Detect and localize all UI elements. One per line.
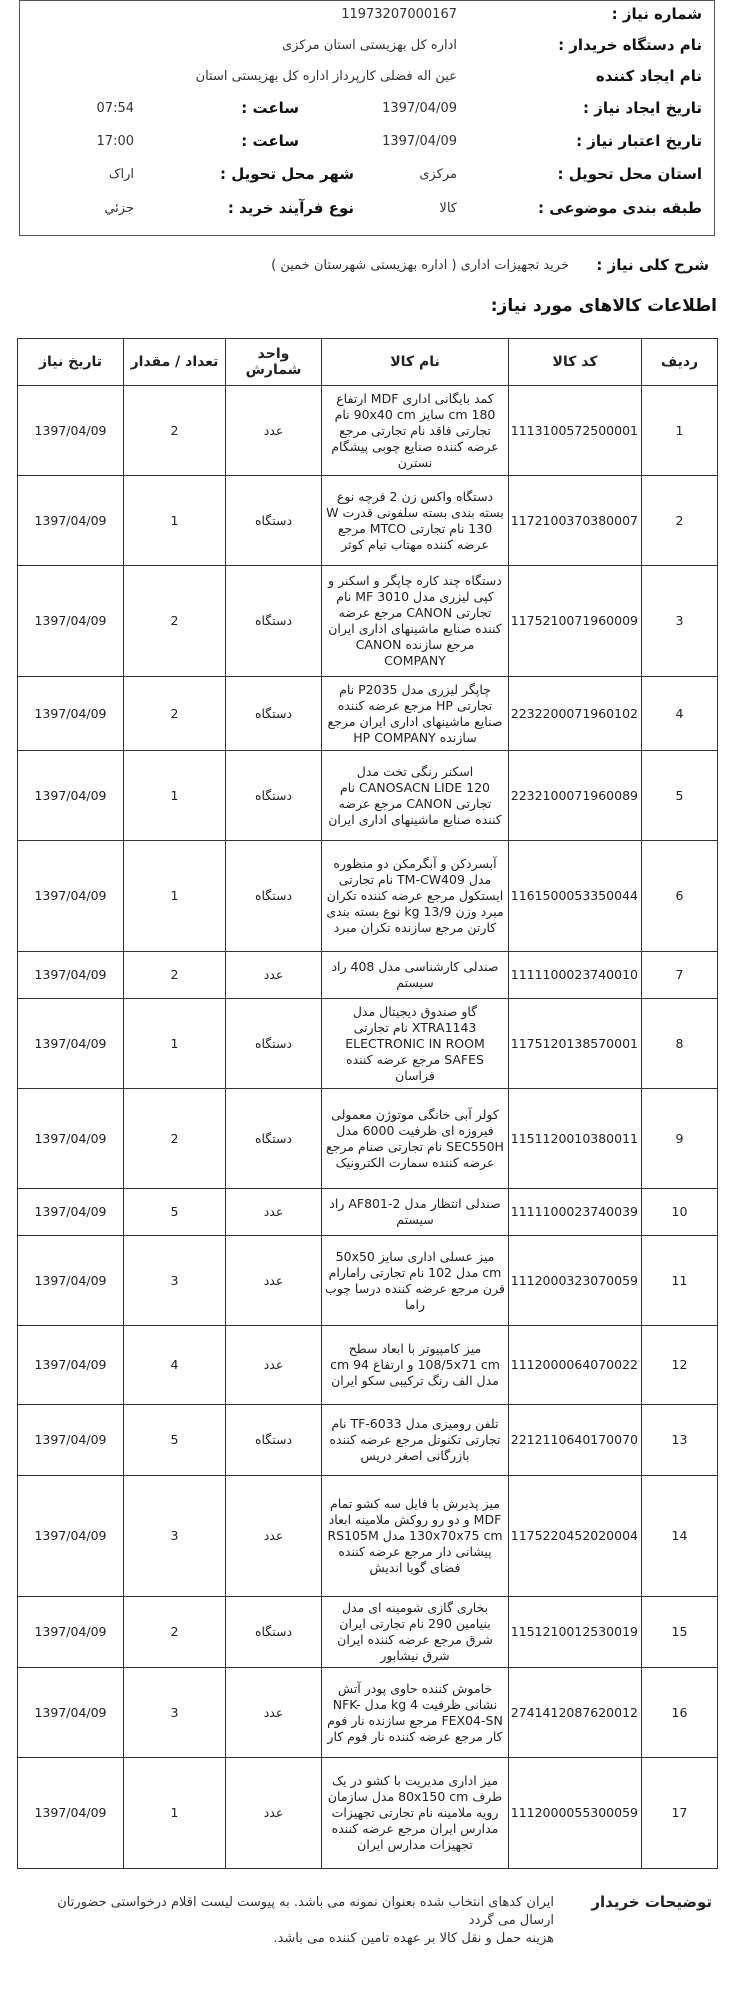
- quantity-cell: 2: [124, 952, 226, 999]
- table-row: [18, 999, 718, 1089]
- item-code-cell: 1113100572500001: [509, 386, 642, 476]
- table-row: [18, 1326, 718, 1405]
- row-number-cell: 13: [642, 1405, 718, 1476]
- item-code-cell: 1161500053350044: [509, 841, 642, 952]
- table-row: [18, 1476, 718, 1597]
- item-name-cell: میز پذیرش با فایل سه کشو تمام MDF و دو رو روکش ملامینه ابعاد 130x70x75 cm مدل RS105M پیشانی دار مرجع عرضه کننده فضای گویا اندیش: [322, 1476, 509, 1597]
- need-date-cell: 1397/04/09: [18, 999, 124, 1089]
- item-code-cell: 1111100023740039: [509, 1189, 642, 1236]
- table-row: [18, 476, 718, 566]
- value-process-type: جزئي: [104, 201, 134, 216]
- unit-cell: دستگاه: [226, 1597, 322, 1668]
- quantity-cell: 1: [124, 751, 226, 841]
- need-date-cell: 1397/04/09: [18, 841, 124, 952]
- label-buyer-org: نام دستگاه خریدار :: [558, 36, 702, 54]
- item-name-cell: میز عسلی اداری سایز 50x50 cm مدل 102 نام تجارتی رامارام قرن مرجع عرضه کننده درسا چوب راما: [322, 1236, 509, 1326]
- unit-cell: دستگاه: [226, 1405, 322, 1476]
- table-row: [18, 1758, 718, 1869]
- unit-cell: عدد: [226, 1189, 322, 1236]
- item-name-cell: اسکنر رنگی تخت مدل CANOSACN LIDE 120 نام تجارتی CANON مرجع عرضه کننده صنایع ماشینهای اداری ایران: [322, 751, 509, 841]
- item-code-cell: 1172100370380007: [509, 476, 642, 566]
- unit-cell: عدد: [226, 1758, 322, 1869]
- value-valid-date: 1397/04/09: [382, 134, 457, 149]
- item-name-cell: بخاری گازی شومینه ای مدل بنیامین 290 نام تجارتی ایران شرق مرجع عرضه کننده ایران شرق نیشابور: [322, 1597, 509, 1668]
- unit-cell: عدد: [226, 1236, 322, 1326]
- quantity-cell: 5: [124, 1405, 226, 1476]
- item-code-cell: 1111100023740010: [509, 952, 642, 999]
- item-name-cell: گاو صندوق دیجیتال مدل XTRA1143 نام تجارتی ELECTRONIC IN ROOM SAFES مرجع عرضه کننده فراسان: [322, 999, 509, 1089]
- label-category: طبقه بندی موضوعی :: [538, 199, 702, 217]
- item-code-cell: 1175120138570001: [509, 999, 642, 1089]
- table-header-row: [18, 339, 718, 386]
- table-row: [18, 841, 718, 952]
- quantity-cell: 1: [124, 476, 226, 566]
- header-box: [19, 0, 715, 236]
- value-need-number: 11973207000167: [341, 7, 457, 22]
- value-delivery-province: مرکزی: [419, 167, 457, 182]
- quantity-cell: 2: [124, 386, 226, 476]
- item-name-cell: کولر آبی خانگی موتوژن معمولی فیروزه ای ظرفیت 6000 مدل SEC550H نام تجارتی صنام مرجع عرضه کننده سمارت الکترونیک: [322, 1089, 509, 1189]
- label-delivery-city: شهر محل تحویل :: [219, 165, 354, 183]
- table-row: [18, 1668, 718, 1758]
- table-row: [18, 677, 718, 751]
- label-general-description: شرح کلی نیاز :: [596, 256, 709, 274]
- item-code-cell: 1151120010380011: [509, 1089, 642, 1189]
- item-code-cell: 2741412087620012: [509, 1668, 642, 1758]
- header-row-number: ردیف: [642, 339, 718, 386]
- value-created-time: 07:54: [96, 101, 134, 116]
- item-code-cell: 1151210012530019: [509, 1597, 642, 1668]
- table-row: [18, 1597, 718, 1668]
- item-name-cell: صندلی انتظار مدل AF801-2 راد سیستم: [322, 1189, 509, 1236]
- row-number-cell: 8: [642, 999, 718, 1089]
- row-number-cell: 10: [642, 1189, 718, 1236]
- row-number-cell: 11: [642, 1236, 718, 1326]
- need-date-cell: 1397/04/09: [18, 751, 124, 841]
- item-name-cell: دستگاه واکس زن 2 فرچه نوع بسته بندی بسته سلفونی قدرت W 130 نام تجارتی MTCO مرجع عرضه کننده مهتاب تیام کوثر: [322, 476, 509, 566]
- quantity-cell: 1: [124, 999, 226, 1089]
- unit-cell: دستگاه: [226, 476, 322, 566]
- table-row: [18, 386, 718, 476]
- quantity-cell: 3: [124, 1236, 226, 1326]
- items-section-title: اطلاعات کالاهای مورد نیاز:: [490, 296, 717, 316]
- row-number-cell: 16: [642, 1668, 718, 1758]
- row-number-cell: 6: [642, 841, 718, 952]
- need-date-cell: 1397/04/09: [18, 1668, 124, 1758]
- need-date-cell: 1397/04/09: [18, 1405, 124, 1476]
- row-number-cell: 14: [642, 1476, 718, 1597]
- table-row: [18, 566, 718, 677]
- need-date-cell: 1397/04/09: [18, 1597, 124, 1668]
- unit-cell: دستگاه: [226, 1089, 322, 1189]
- row-number-cell: 9: [642, 1089, 718, 1189]
- row-number-cell: 17: [642, 1758, 718, 1869]
- table-row: [18, 1189, 718, 1236]
- label-created-date: تاریخ ایجاد نیاز :: [583, 99, 702, 117]
- need-date-cell: 1397/04/09: [18, 1758, 124, 1869]
- need-date-cell: 1397/04/09: [18, 1089, 124, 1189]
- need-date-cell: 1397/04/09: [18, 677, 124, 751]
- value-buyer-org: اداره کل بهزیستی استان مرکزی: [281, 38, 457, 53]
- item-name-cell: دستگاه چند کاره چاپگر و اسکنر و کپی لیزری مدل MF 3010 نام تجارتی CANON مرجع عرضه کننده صنایع ماشینهای اداری ایران مرجع سازنده CANON COMPANY: [322, 566, 509, 677]
- need-date-cell: 1397/04/09: [18, 1236, 124, 1326]
- label-valid-date: تاریخ اعتبار نیاز :: [576, 132, 702, 150]
- header-item-name: نام کالا: [322, 339, 509, 386]
- row-number-cell: 1: [642, 386, 718, 476]
- unit-cell: دستگاه: [226, 999, 322, 1089]
- value-general-description: خرید تجهیزات اداری ( اداره بهزیستی شهرستان خمین ): [271, 258, 569, 273]
- need-date-cell: 1397/04/09: [18, 1476, 124, 1597]
- item-code-cell: 1175220452020004: [509, 1476, 642, 1597]
- unit-cell: عدد: [226, 952, 322, 999]
- label-need-number: شماره نیاز :: [611, 5, 702, 23]
- unit-cell: دستگاه: [226, 751, 322, 841]
- unit-cell: عدد: [226, 386, 322, 476]
- row-number-cell: 3: [642, 566, 718, 677]
- quantity-cell: 1: [124, 1758, 226, 1869]
- value-delivery-city: اراک: [108, 167, 134, 182]
- item-code-cell: 2232100071960089: [509, 751, 642, 841]
- value-category: کالا: [439, 201, 457, 216]
- row-number-cell: 7: [642, 952, 718, 999]
- table-row: [18, 952, 718, 999]
- table-row: [18, 1405, 718, 1476]
- quantity-cell: 2: [124, 677, 226, 751]
- item-code-cell: 2232200071960102: [509, 677, 642, 751]
- quantity-cell: 2: [124, 1597, 226, 1668]
- label-created-time: ساعت :: [241, 99, 299, 117]
- item-name-cell: میز اداری مدیریت با کشو در یک طرف 80x150 cm مدل سازمان رویه ملامینه نام تجارتی تجهیزات مدارس ایران مرجع عرضه کننده تجهیزات مدارس ایران: [322, 1758, 509, 1869]
- unit-cell: دستگاه: [226, 841, 322, 952]
- buyer-note-line: ارسال می گردد: [468, 1913, 554, 1928]
- item-code-cell: 1112000055300059: [509, 1758, 642, 1869]
- quantity-cell: 2: [124, 1089, 226, 1189]
- row-number-cell: 2: [642, 476, 718, 566]
- label-process-type: نوع فرآیند خرید :: [227, 199, 354, 217]
- quantity-cell: 3: [124, 1668, 226, 1758]
- row-number-cell: 15: [642, 1597, 718, 1668]
- quantity-cell: 3: [124, 1476, 226, 1597]
- unit-cell: عدد: [226, 1668, 322, 1758]
- label-creator: نام ایجاد کننده: [595, 67, 702, 85]
- value-creator: عین اله فضلی کارپرداز اداره کل بهزیستی استان: [195, 69, 457, 84]
- value-created-date: 1397/04/09: [382, 101, 457, 116]
- need-date-cell: 1397/04/09: [18, 1326, 124, 1405]
- need-date-cell: 1397/04/09: [18, 476, 124, 566]
- item-code-cell: 1112000064070022: [509, 1326, 642, 1405]
- quantity-cell: 2: [124, 566, 226, 677]
- table-row: [18, 1236, 718, 1326]
- header-item-code: کد کالا: [509, 339, 642, 386]
- need-date-cell: 1397/04/09: [18, 1189, 124, 1236]
- label-delivery-province: استان محل تحویل :: [557, 165, 702, 183]
- item-name-cell: میز کامپیوتر با ابعاد سطح 108/5x71 cm و ارتفاع cm 94 مدل الف رنگ ترکیبی سکو ایران: [322, 1326, 509, 1405]
- item-name-cell: چاپگر لیزری مدل P2035 نام تجارتی HP مرجع عرضه کننده صنایع ماشینهای اداری ایران مرجع سازنده HP COMPANY: [322, 677, 509, 751]
- item-code-cell: 2212110640170070: [509, 1405, 642, 1476]
- buyer-note-line: هزینه حمل و نقل کالا بر عهده تامین کننده می باشد.: [273, 1931, 554, 1946]
- header-quantity: تعداد / مقدار: [124, 339, 226, 386]
- item-code-cell: 1175210071960009: [509, 566, 642, 677]
- unit-cell: دستگاه: [226, 677, 322, 751]
- need-date-cell: 1397/04/09: [18, 952, 124, 999]
- quantity-cell: 5: [124, 1189, 226, 1236]
- unit-cell: عدد: [226, 1476, 322, 1597]
- label-valid-time: ساعت :: [241, 132, 299, 150]
- table-row: [18, 751, 718, 841]
- item-name-cell: تلفن رومیزی مدل TF-6033 نام تجارتی تکنوتل مرجع عرضه کننده بازرگانی اصغر دریس: [322, 1405, 509, 1476]
- header-need-date: تاریخ نیاز: [18, 339, 124, 386]
- quantity-cell: 4: [124, 1326, 226, 1405]
- row-number-cell: 5: [642, 751, 718, 841]
- item-name-cell: خاموش کننده حاوی پودر آتش نشانی ظرفیت kg 4 مدل NFK-FEX04-SN مرجع سازنده نار فوم کار مرجع عرضه کننده نار فوم کار: [322, 1668, 509, 1758]
- buyer-notes-label: توضیحات خریدار: [591, 1893, 712, 1911]
- items-table: [17, 338, 718, 1869]
- item-name-cell: آبسردکن و آبگرمکن دو منظوره مدل TM-CW409 نام تجارتی ایستکول مرجع عرضه کننده تکران مبرد وزن kg 13/9 نوع بسته بندی کارتن مرجع سازنده تکران مبرد: [322, 841, 509, 952]
- unit-cell: عدد: [226, 1326, 322, 1405]
- item-name-cell: کمد بایگانی اداری MDF ارتفاع 180 cm سایز 90x40 cm نام تجارتی فاقد نام تجارتی مرجع عرضه کننده صنایع چوبی پیشگام نسترن: [322, 386, 509, 476]
- buyer-note-line: ایران کدهای انتخاب شده بعنوان نمونه می باشد. به پیوست لیست اقلام درخواستی حضورتان: [57, 1895, 554, 1910]
- item-name-cell: صندلی کارشناسی مدل 408 راد سیستم: [322, 952, 509, 999]
- value-valid-time: 17:00: [96, 134, 134, 149]
- row-number-cell: 12: [642, 1326, 718, 1405]
- item-code-cell: 1112000323070059: [509, 1236, 642, 1326]
- row-number-cell: 4: [642, 677, 718, 751]
- table-row: [18, 1089, 718, 1189]
- need-date-cell: 1397/04/09: [18, 386, 124, 476]
- unit-cell: دستگاه: [226, 566, 322, 677]
- need-date-cell: 1397/04/09: [18, 566, 124, 677]
- quantity-cell: 1: [124, 841, 226, 952]
- header-unit: واحد شمارش: [226, 339, 322, 386]
